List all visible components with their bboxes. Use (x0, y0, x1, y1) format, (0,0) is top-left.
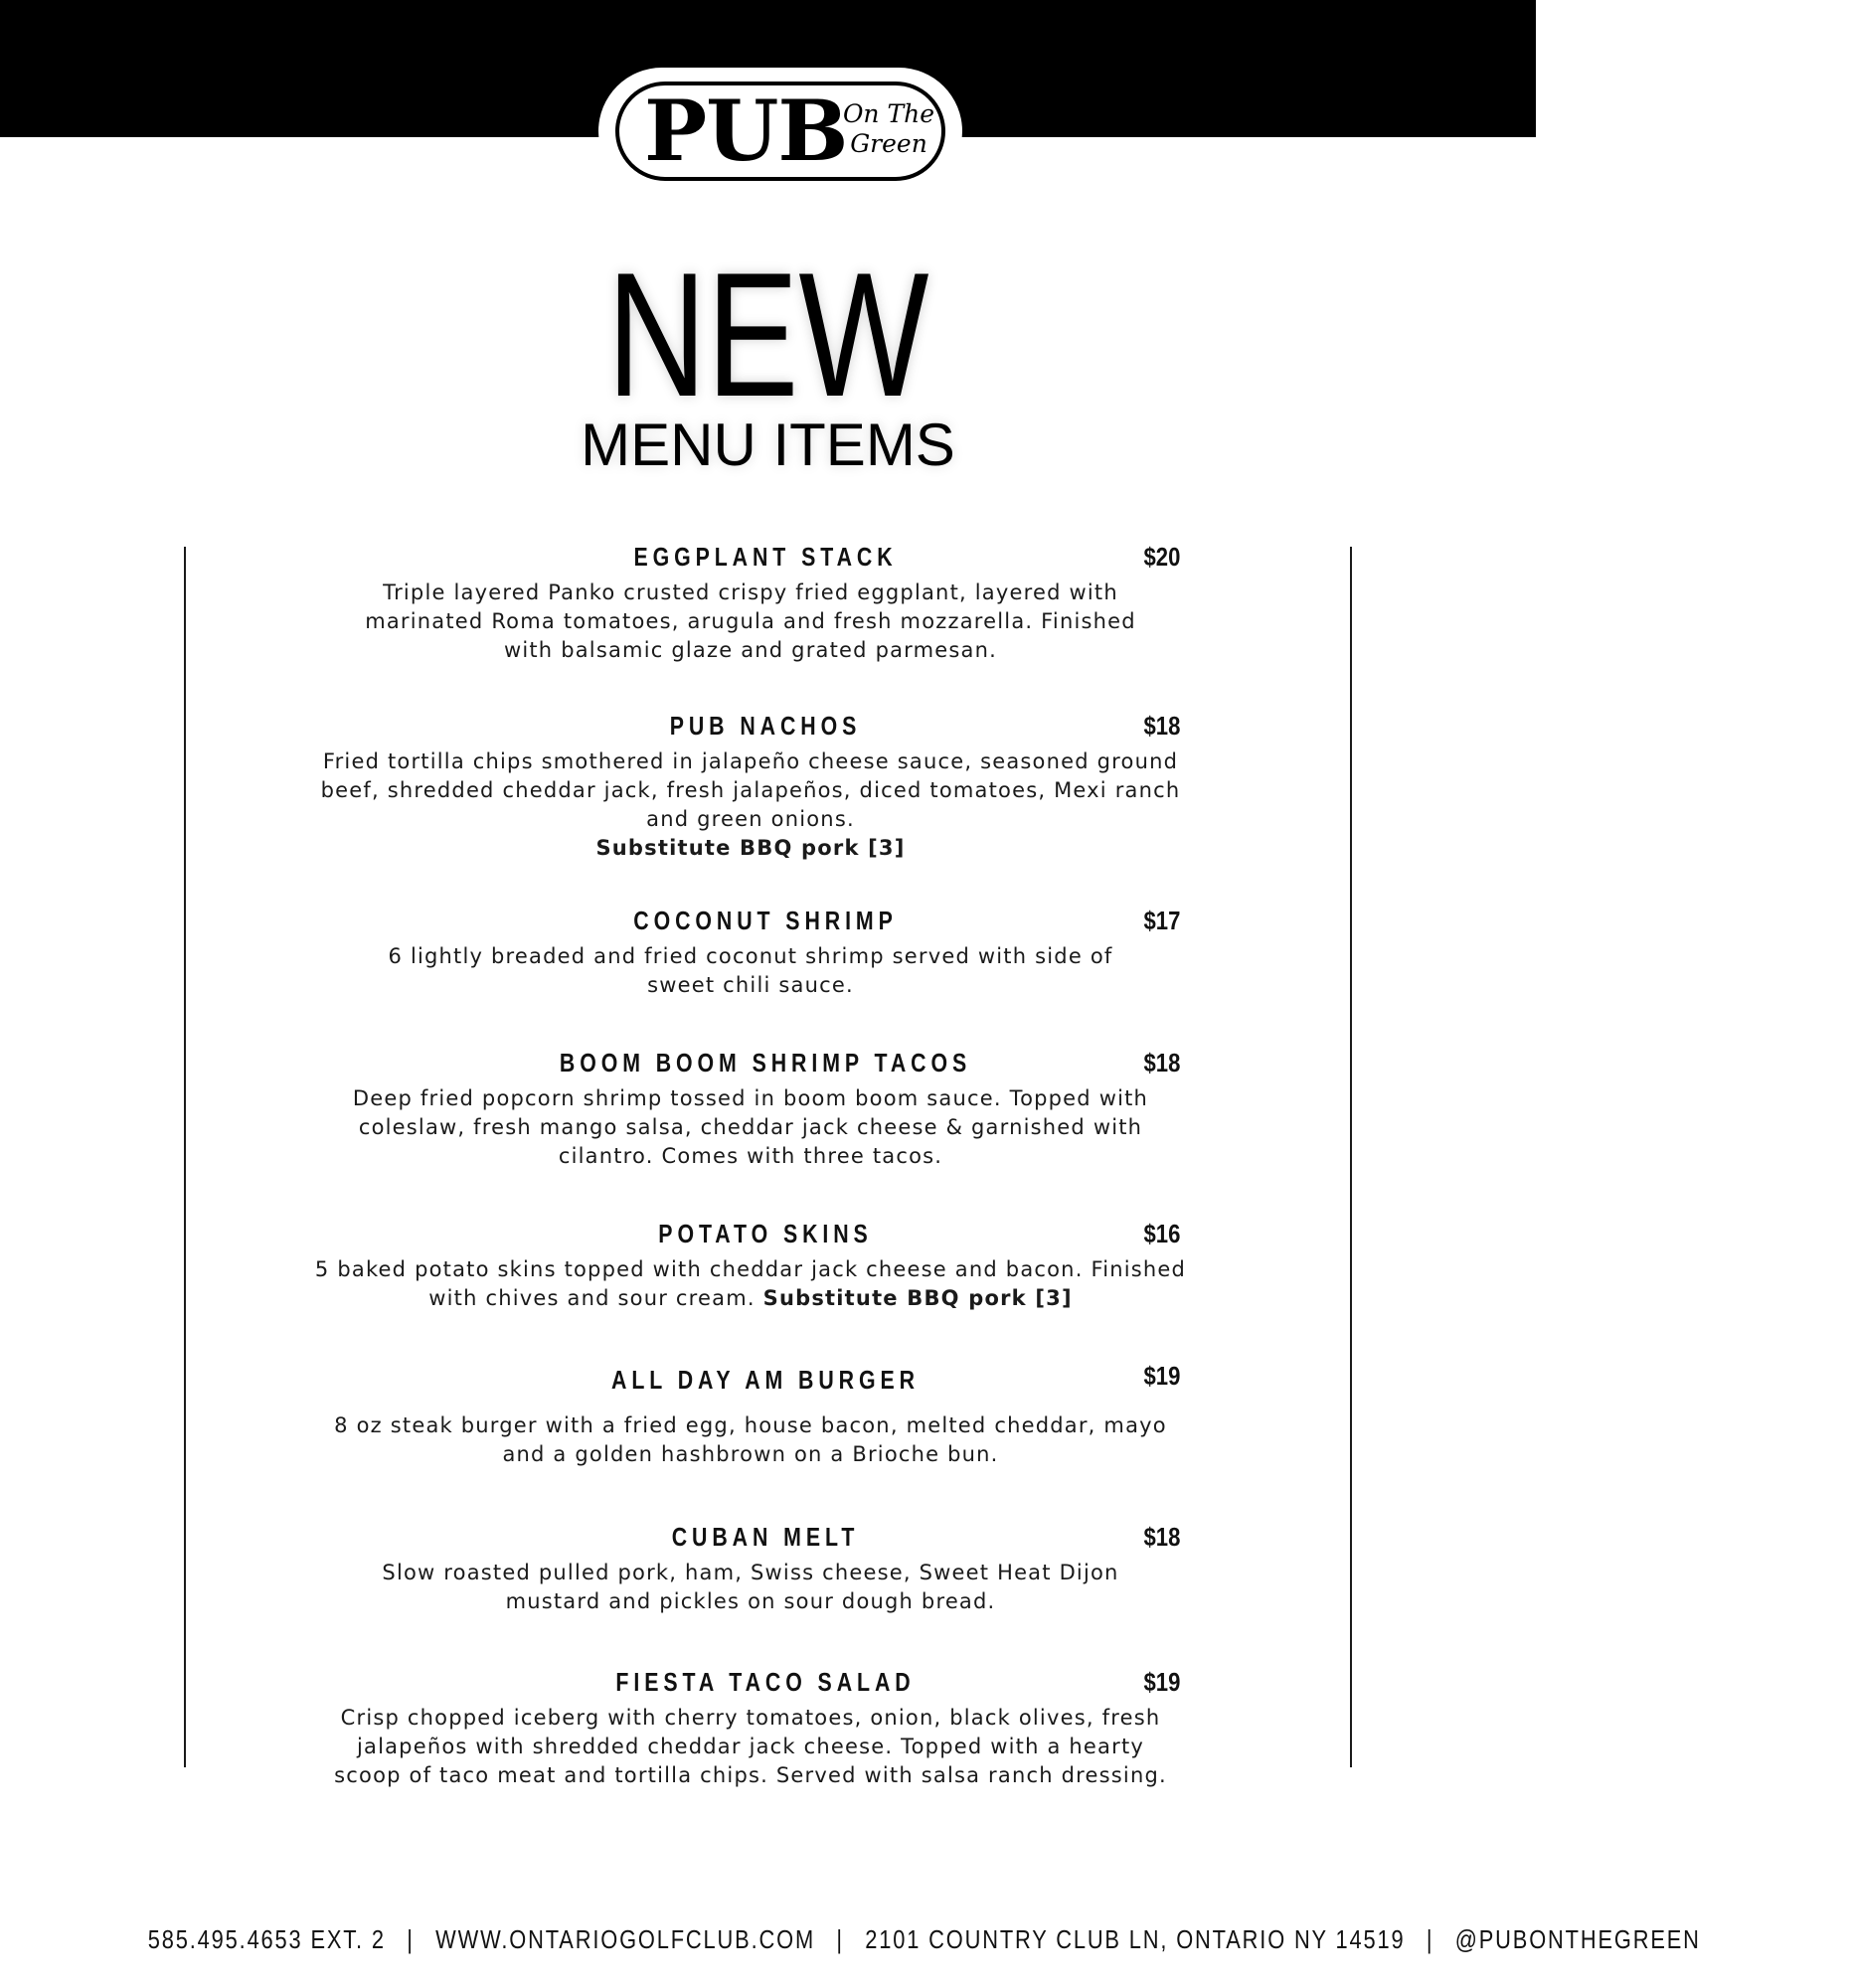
menu-item-header (328, 1361, 1180, 1398)
menu-item-name: ALL DAY AM BURGER (611, 1365, 920, 1395)
logo-script-text (841, 99, 936, 159)
menu-item-name: CUBAN MELT (671, 1522, 860, 1552)
right-divider (1350, 547, 1352, 1767)
menu-item-description (303, 1255, 1198, 1313)
menu-item-description-text: 5 baked potato skins topped with cheddar jack cheese and bacon. Finished with chives and sour cream. (314, 1257, 1187, 1310)
menu-item-name: PUB NACHOS (669, 711, 862, 741)
menu-item-substitution-note: Substitute BBQ pork [3] (595, 836, 906, 860)
menu-item-description: 8 oz steak burger with a fried egg, house bacon, melted cheddar, mayo and a golden hashbrown on a Brioche bun. (334, 1413, 1167, 1466)
footer-separator: | (407, 1924, 415, 1954)
footer-social-handle[interactable]: @PUBONTHEGREEN (1454, 1924, 1701, 1954)
menu-item-description: Deep fried popcorn shrimp tossed in boom boom sauce. Topped with coleslaw, fresh mango salsa, cheddar jack cheese & garnished with cilantro. Comes with three tacos. (352, 1086, 1149, 1168)
logo-script-line2: Green (850, 129, 927, 158)
left-divider (184, 547, 186, 1767)
menu-item-eggplant-stack (328, 539, 1180, 665)
menu-item-header (328, 903, 1180, 938)
menu-item-description: 6 lightly breaded and fried coconut shrimp served with side of sweet chili sauce. (388, 944, 1113, 997)
menu-item-pub-nachos (320, 708, 1181, 863)
footer-website-link[interactable]: WWW.ONTARIOGOLFCLUB.COM (435, 1924, 815, 1954)
footer-phone[interactable]: 585.495.4653 EXT. 2 (147, 1924, 386, 1954)
menu-item-header (328, 1045, 1180, 1080)
logo-script-line1: On The (842, 99, 935, 128)
menu-item-header (328, 1216, 1180, 1251)
menu-item-description: Triple layered Panko crusted crispy fried eggplant, layered with marinated Roma tomatoes, arugula and fresh mozzarella. Finished with balsamic glaze and grated parmesan. (365, 580, 1136, 662)
menu-item-name: FIESTA TACO SALAD (615, 1667, 916, 1697)
hero-title: NEW (606, 236, 929, 433)
footer-line (148, 1922, 1701, 1956)
menu-item-name: POTATO SKINS (658, 1219, 873, 1248)
menu-item-description: Fried tortilla chips smothered in jalapeño cheese sauce, seasoned ground beef, shredded cheddar jack, fresh jalapeños, diced tomatoes, Mexi ranch and green onions. (320, 749, 1181, 831)
menu-item-header (328, 539, 1180, 575)
hero-subtitle: MENU ITEMS (581, 412, 955, 478)
menu-item-price: $20 (1143, 542, 1180, 572)
menu-item-price: $18 (1143, 1522, 1180, 1552)
menu-item-fiesta-taco-salad (328, 1664, 1180, 1790)
footer-separator: | (836, 1924, 844, 1954)
menu-item-price: $19 (1143, 1361, 1180, 1391)
menu-item-boom-boom-shrimp-tacos (328, 1045, 1180, 1171)
menu-item-all-day-am-burger (328, 1361, 1180, 1469)
menu-item-potato-skins (314, 1216, 1187, 1313)
menu-item-header (328, 708, 1180, 744)
menu-item-name: COCONUT SHRIMP (633, 906, 898, 935)
menu-item-substitution-note: Substitute BBQ pork [3] (762, 1286, 1073, 1310)
menu-item-price: $17 (1143, 906, 1180, 935)
menu-item-name: BOOM BOOM SHRIMP TACOS (559, 1048, 972, 1077)
menu-item-cuban-melt (328, 1519, 1180, 1616)
menu-item-header (328, 1664, 1180, 1700)
menu-item-name: EGGPLANT STACK (633, 542, 898, 572)
menu-item-description: Crisp chopped iceberg with cherry tomatoes, onion, black olives, fresh jalapeños with shredded cheddar jack cheese. Topped with a hearty scoop of taco meat and tortilla chips. Served with salsa ranch dressing. (334, 1706, 1167, 1787)
menu-item-header (328, 1519, 1180, 1555)
menu-item-description: Slow roasted pulled pork, ham, Swiss cheese, Sweet Heat Dijon mustard and pickles on sour dough bread. (382, 1561, 1119, 1613)
menu-item-price: $18 (1143, 711, 1180, 741)
menu-item-coconut-shrimp (328, 903, 1180, 1000)
menu-item-price: $19 (1143, 1667, 1180, 1697)
footer-address: 2101 COUNTRY CLUB LN, ONTARIO NY 14519 (865, 1924, 1406, 1954)
menu-item-price: $16 (1143, 1219, 1180, 1248)
logo-main-text: PUB (644, 82, 848, 180)
menu-item-price: $18 (1143, 1048, 1180, 1077)
contact-footer (0, 1922, 1701, 1956)
footer-separator: | (1426, 1924, 1434, 1954)
